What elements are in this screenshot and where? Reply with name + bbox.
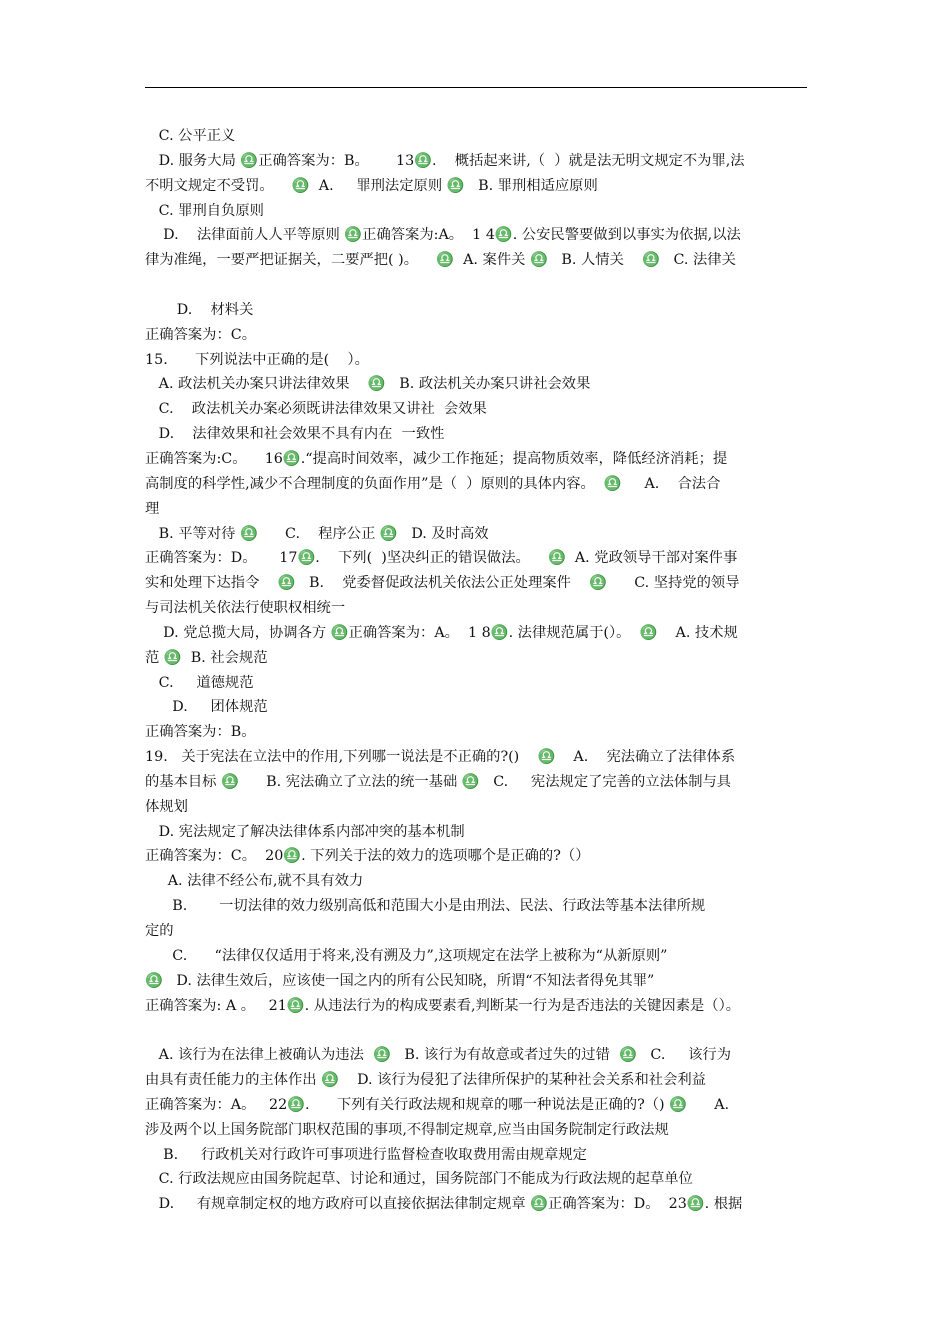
text-line: 正确答案为: A 。 21♎. 从违法行为的构成要素看,判断某一行为是否违法的关键因素是（）。	[145, 997, 741, 1014]
text-line: 正确答案为：C。 20♎. 下列关于法的效力的选项哪个是正确的?（）	[145, 848, 590, 865]
text-line: C. 公平正义	[145, 128, 236, 144]
text-line: A. 法律不经公布,就不具有效力	[145, 873, 364, 890]
text-line: 正确答案为：A。 22♎. 下列有关行政法规和规章的哪一种说法是正确的?（) ♎ A.	[145, 1096, 730, 1113]
text-line: C. 罪刑自负原则	[145, 202, 264, 219]
text-line: C. 政法机关办案必须既讲法律效果又讲社 会效果	[145, 401, 487, 418]
text-line: C. 道德规范	[145, 674, 254, 691]
document-body	[145, 124, 817, 1217]
text-line: D. 法律面前人人平等原则 ♎正确答案为:A。 1 4♎. 公安民警要做到以事实为依据,以法	[145, 227, 741, 244]
text-line: 不明文规定不受罚。 ♎ A. 罪刑法定原则 ♎ B. 罪刑相适应原则	[145, 177, 598, 194]
text-line: 体规划	[145, 798, 188, 815]
text-line: B. 平等对待 ♎ C. 程序公正 ♎ D. 及时高效	[145, 525, 489, 542]
text-line: 正确答案为：C。	[145, 326, 257, 343]
text-line: 与司法机关依法行使职权相统一	[145, 600, 346, 617]
text-line: 19. 关于宪法在立法中的作用,下列哪一说法是不正确的?() ♎ A. 宪法确立了法律体系	[145, 749, 736, 766]
text-line: 由具有责任能力的主体作出 ♎ D. 该行为侵犯了法律所保护的某种社会关系和社会利益	[145, 1072, 706, 1089]
text-line	[145, 273, 817, 298]
text-line: D. 法律效果和社会效果不具有内在 一致性	[145, 426, 445, 443]
text-line: 正确答案为：B。	[145, 724, 256, 741]
text-line: D. 党总揽大局，协调各方 ♎正确答案为：A。 1 8♎. 法律规范属于(）。 ♎ A. 技术规	[145, 624, 738, 641]
text-line: D. 材料关	[145, 301, 254, 318]
text-line: A. 该行为在法律上被确认为违法 ♎ B. 该行为有故意或者过失的过错 ♎ C. 该行为	[145, 1047, 731, 1064]
text-line: D. 团体规范	[145, 699, 268, 716]
text-line: C. 行政法规应由国务院起草、讨论和通过，国务院部门不能成为行政法规的起草单位	[145, 1171, 693, 1188]
text-line: ♎ D. 法律生效后，应该使一国之内的所有公民知晓，所谓“不知法者得免其罪”	[145, 972, 655, 989]
text-line: 定的	[145, 923, 174, 939]
text-line: 涉及两个以上国务院部门职权范围的事项,不得制定规章,应当由国务院制定行政法规	[145, 1121, 669, 1138]
text-line: 15. 下列说法中正确的是( ）。	[145, 351, 369, 368]
text-line: D. 宪法规定了解决法律体系内部冲突的基本机制	[145, 823, 465, 840]
text-line: C. “法律仅仅适用于将来,没有溯及力”,这项规定在法学上被称为“从新原则”	[145, 947, 668, 964]
text-line	[145, 1018, 817, 1043]
text-line: 高制度的科学性,减少不合理制度的负面作用”是（ ）原则的具体内容。 ♎ A. 合法合	[145, 475, 721, 492]
text-line: D. 服务大局 ♎正确答案为：B。 13♎. 概括起来讲,（ ）就是法无明文规定不为罪,法	[145, 152, 745, 169]
text-line: 正确答案为:C。 16♎.“提高时间效率，减少工作拖延；提高物质效率，降低经济消耗；提	[145, 450, 728, 467]
text-line: 的基本目标 ♎ B. 宪法确立了立法的统一基础 ♎ C. 宪法规定了完善的立法体制与具	[145, 773, 732, 790]
text-line: B. 行政机关对行政许可事项进行监督检查收取费用需由规章规定	[145, 1146, 587, 1163]
text-line: B. 一切法律的效力级别高低和范围大小是由刑法、民法、行政法等基本法律所规	[145, 898, 706, 915]
text-line: A. 政法机关办案只讲法律效果 ♎ B. 政法机关办案只讲社会效果	[145, 376, 591, 393]
text-line: 律为准绳，一要严把证据关，二要严把( )。 ♎ A. 案件关 ♎ B. 人情关 ♎ C. 法律关	[145, 252, 736, 269]
text-line: 理	[145, 500, 160, 517]
text-line: 正确答案为：D。 17♎. 下列( )坚决纠正的错误做法。 ♎ A. 党政领导干部对案件事	[145, 550, 738, 567]
header-rule	[145, 87, 807, 88]
text-line: 范 ♎ B. 社会规范	[145, 649, 268, 666]
text-line: 实和处理下达指令 ♎ B. 党委督促政法机关依法公正处理案件 ♎ C. 坚持党的领导	[145, 575, 740, 592]
text-line: D. 有规章制定权的地方政府可以直接依据法律制定规章 ♎正确答案为：D。 23♎. 根据	[145, 1196, 743, 1213]
